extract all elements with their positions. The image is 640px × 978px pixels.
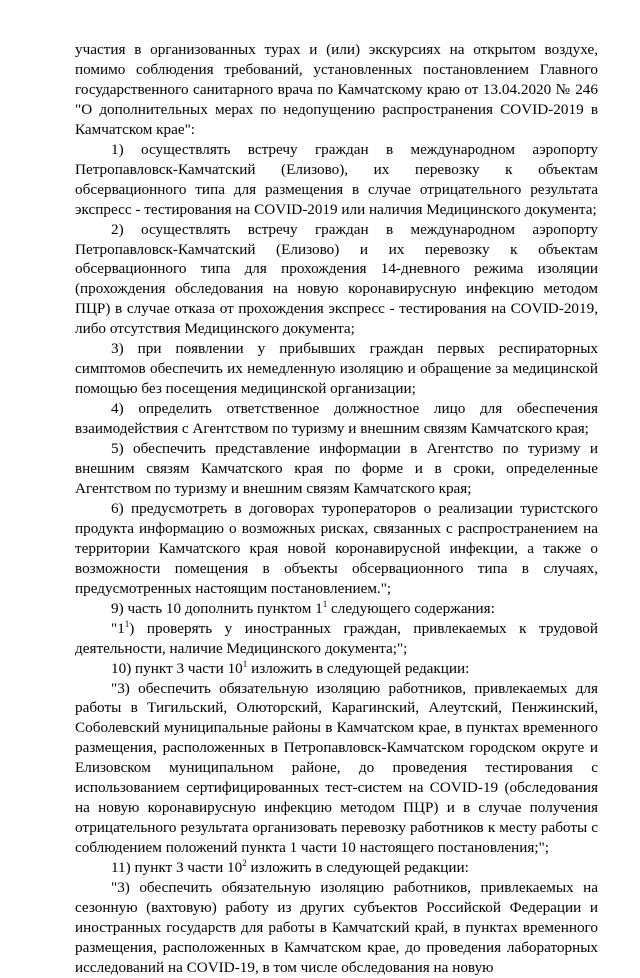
document-body [75,40,598,978]
list-item-2: 2) осуществлять встречу граждан в международном аэропорту Петропавловск-Камчатский (Елизово) и их перевозку к объектам обсервационного типа для прохождения 14-дневного режима изоляции (прохождения обследования на новую коронавирусную инфекцию методом ПЦР) в случае отказа от прохождения экспресс - тестирования на COVID-2019, либо отсутствия Медицинского документа; [75,220,598,338]
clause-1-1 [75,619,598,659]
paragraph-intro: участия в организованных турах и (или) экскурсиях на открытом воздухе, помимо соблюдения требований, установленных постановлением Главного государственного санитарного врача по Камчатскому краю от 13.04.2020 № 246 "О дополнительных мерах по недопущению распространения COVID-2019 в Камчатском крае": [75,41,598,138]
amendment-item-9 [75,599,598,619]
superscript-1: 1 [322,598,328,609]
amendment-item-11-text: 11) пункт 3 части 10 [111,859,243,877]
list-item-5: 5) обеспечить представление информации в Агентство по туризму и внешним связям Камчатского края по форме и в сроки, определенные Агентством по туризму и внешним связям Камчатского края; [75,440,598,497]
superscript-1: 1 [124,618,130,629]
list-item-1: 1) осуществлять встречу граждан в международном аэропорту Петропавловск-Камчатский (Елизово), их перевозку к объектам обсервационного типа для размещения в случае отрицательного результата экспресс - тестирования на COVID-2019 или наличия Медицинского документа; [75,140,598,218]
amendment-item-10-text: 10) пункт 3 части 10 [111,659,243,677]
clause-3-seasonal-workers: "3) обеспечить обязательную изоляцию работников, привлекаемых на сезонную (вахтовую) работу из других субъектов Российской Федерации и иностранных государств для работы в Камчатский край, в пунктах временного размещения, расположенных в Камчатском крае, до проведения лабораторных исследований на COVID-19, в том числе обследования на новую [75,879,598,976]
list-item-6: 6) предусмотреть в договорах туроператоров о реализации туристского продукта информацию о возможных рисках, связанных с распространением на территории Камчатского края новой коронавирусной инфекции, а также о возможности помещения в объекты обсервационного типа в случаях, предусмотренных настоящим постановлением."; [75,499,598,597]
list-item-3: 3) при появлении у прибывших граждан первых респираторных симптомов обеспечить их немедленную изоляцию и обращение за медицинской помощью без посещения медицинской организации; [75,340,598,398]
amendment-item-11 [75,858,598,878]
amendment-item-10-tail: изложить в следующей редакции: [247,659,470,677]
clause-3-workers-districts: "3) обеспечить обязательную изоляцию работников, привлекаемых для работы в Тигильский, Олюторский, Карагинский, Алеутский, Пенжинский, Соболевский муниципальные районы в Камчатском крае, в пунктах временного размещения, расположенных в Петропавловск-Камчатском городском округе и Елизовском муниципальном районе, до проведения тестирования с использованием сертифицированных тест-систем на COVID-19 (обследования на новую коронавирусную инфекцию методом ПЦР) и в случае получения отрицательного результата организовать перевозку работников к месту работы с соблюдением положений пункта 1 части 10 настоящего постановления;"; [75,679,598,857]
list-item-4: 4) определить ответственное должностное лицо для обеспечения взаимодействия с Агентством по туризму и внешним связям Камчатского края; [75,400,598,438]
superscript-1: 1 [242,658,248,669]
amendment-item-11-tail: изложить в следующей редакции: [246,859,469,877]
clause-1-1-prefix: "1 [111,619,125,637]
clause-1-1-text: ) проверять у иностранных граждан, привлекаемых к трудовой деятельности, наличие Медицинского документа;"; [75,619,598,657]
amendment-item-9-text: 9) часть 10 дополнить пунктом 1 [111,599,323,617]
superscript-2: 2 [242,858,247,869]
amendment-item-10 [75,659,598,679]
amendment-item-9-tail: следующего содержания: [327,599,495,617]
